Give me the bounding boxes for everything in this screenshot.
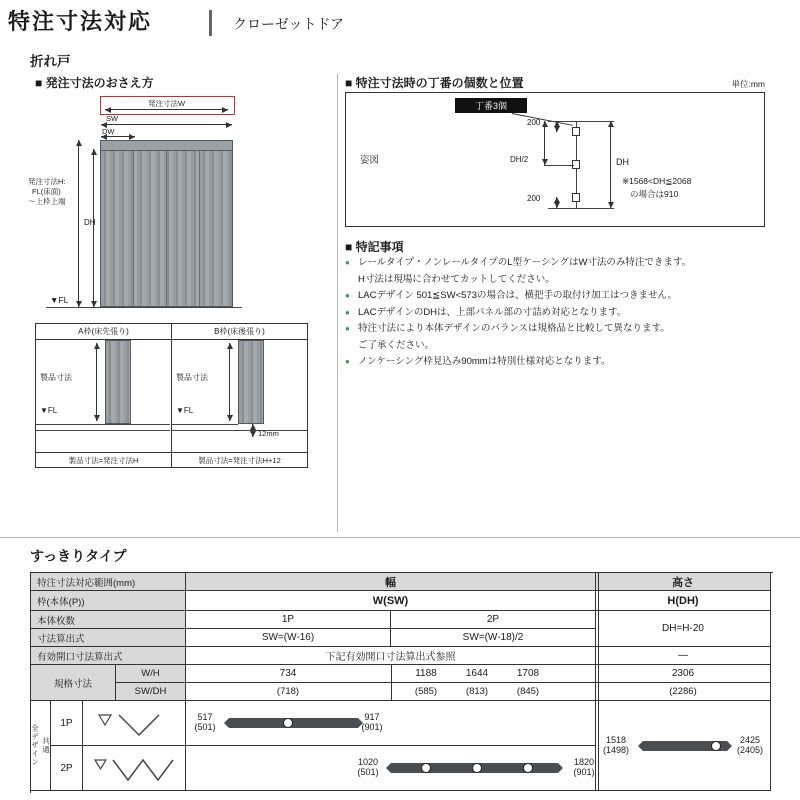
bullet-icon: ● (345, 324, 350, 333)
std-sw-718: (718) (276, 686, 300, 697)
dim-top-arrow (556, 121, 557, 132)
door-type-label: 折れ戸 (30, 54, 71, 69)
bar1-max: 917 (364, 712, 380, 722)
barh-min-sub: (1498) (602, 744, 629, 755)
td-opening-ref: 下記有効開口寸法算出式参照 (186, 647, 596, 665)
range-dot-1708 (523, 763, 533, 773)
frame-a-jamb (105, 340, 131, 424)
barh-max: 2425 (739, 735, 761, 745)
frame-b-dim-arrow (229, 343, 230, 421)
note-item (345, 355, 777, 369)
th-wh: W/H (116, 665, 186, 683)
std-w-1708: 1708 (516, 668, 540, 679)
td-hdh: H(DH) (596, 591, 771, 611)
td-dh-formula: DH=H-20 (596, 611, 771, 647)
order-section-heading: ■ 発注寸法のおさえ方 (35, 76, 154, 90)
title-divider (209, 10, 212, 36)
th-opening: 有効開口寸法算出式 (31, 647, 186, 665)
bar2-max-sub: (901) (573, 766, 595, 777)
notes-heading: ■ 特記事項 (345, 240, 404, 254)
bullet-icon (345, 273, 358, 287)
range-dot-1188 (421, 763, 431, 773)
frame-b-floor-2 (172, 430, 307, 431)
page-subtitle: クローゼットドア (233, 16, 345, 32)
bar1-min-sub: (501) (194, 721, 216, 732)
barh-min: 1518 (605, 735, 627, 745)
note-text: 特注寸法により本体デザインのバランスは規格品と比較して異なります。 (358, 323, 670, 334)
folding-door-1p-icon (83, 701, 186, 746)
hinge-section-heading: ■ 特注寸法時の丁番の個数と位置 (345, 76, 524, 90)
td-wh-2306: 2306 (596, 665, 771, 683)
floor-line (46, 307, 242, 308)
th-common (31, 701, 51, 791)
range-bar-1p (229, 718, 358, 728)
td-1p: 1P (186, 611, 391, 629)
dim-bottom-label: 200 (527, 194, 541, 203)
frame-a-title: A枠(床先張り) (78, 327, 129, 336)
th-formula: 寸法算出式 (31, 629, 186, 647)
bullet-icon: ● (345, 357, 350, 366)
dw-label: DW (102, 127, 115, 136)
td-wsw: W(SW) (186, 591, 596, 611)
dim-mid-arrow (544, 121, 545, 165)
order-width-arrow (105, 109, 228, 110)
th-height: 高さ (596, 573, 771, 591)
type-heading: すっきりタイプ (30, 548, 127, 564)
td-swdh-2286: (2286) (596, 683, 771, 701)
dim-bottom-arrow (556, 197, 557, 208)
notes-list (345, 256, 777, 372)
panel-seam (133, 151, 134, 306)
common-label-2: 共通 (41, 737, 51, 754)
frame-a-fl-label: ▼FL (40, 406, 58, 415)
note-text: ご了承ください。 (358, 339, 435, 351)
hinge-icon (572, 127, 580, 136)
note-text: H寸法は現場に合わせてカットしてください。 (358, 273, 555, 285)
dh-label: DH (84, 218, 96, 227)
range-dot-2306 (711, 741, 721, 751)
column-divider (337, 74, 338, 532)
bar2-min-sub: (501) (357, 766, 379, 777)
row-1p-label: 1P (51, 701, 83, 746)
bar1-min: 517 (197, 712, 213, 722)
bullet-icon (345, 339, 358, 353)
bar2-max: 1820 (573, 757, 595, 767)
row-2p-label: 2P (51, 746, 83, 791)
order-height-label-2: FL(床面) (32, 187, 61, 196)
std-sw-845: (845) (516, 686, 540, 697)
bullet-icon: ● (345, 291, 350, 300)
th-range: 特注寸法対応範囲(mm) (31, 573, 186, 591)
barh-max-label (729, 736, 771, 755)
panel-seam (199, 151, 200, 306)
th-width: 幅 (186, 573, 596, 591)
frame-b-jamb (238, 340, 264, 424)
std-w-1188: 1188 (415, 668, 437, 679)
fl-label: ▼FL (50, 295, 69, 305)
frame-title-rule (35, 339, 308, 340)
order-width-label: 発注寸法W (147, 99, 186, 108)
gap-label: 12mm (258, 429, 279, 438)
dim-mid-tick (544, 165, 574, 166)
std-w-1644: 1644 (465, 668, 489, 679)
bullet-icon: ● (345, 258, 350, 267)
bullet-icon: ● (345, 307, 350, 317)
door-bottom-edge (548, 208, 614, 209)
note-text: レールタイプ・ノンレールタイプのL型ケーシングはW寸法のみ特注できます。 (358, 257, 692, 268)
th-panels: 本体枚数 (31, 611, 186, 629)
standard-col-rule (391, 665, 392, 701)
hinge-count-badge: 丁番3個 (455, 98, 527, 113)
bar1-max-label (349, 713, 395, 732)
td-2p: 2P (391, 611, 596, 629)
frame-caption-rule (35, 452, 308, 453)
order-width-callout (100, 96, 235, 115)
bar1-max-sub: (901) (361, 721, 383, 732)
gap-dim-arrow (252, 424, 253, 437)
panel-seam (166, 151, 167, 306)
bar2-min: 1020 (357, 757, 379, 767)
th-frame: 枠(本体(P)) (31, 591, 186, 611)
order-height-label-3: 〜上枠上端 (28, 197, 66, 206)
sw-arrow (101, 124, 232, 125)
sw-label: SW (106, 114, 119, 123)
frame-b-product-label: 製品寸法 (176, 373, 208, 382)
frame-b-caption: 製品寸法=発注寸法H+12 (198, 456, 281, 465)
bar2-max-label (561, 758, 607, 777)
note-text: LACデザインのDHは、上部パネル部の寸詰め対応となります。 (358, 306, 627, 318)
note-text: LACデザイン 501≦SW<573の場合は、横把手の取付け加工はつきません。 (358, 290, 678, 301)
note-item (345, 339, 777, 353)
frame-a-floor-1 (36, 424, 170, 425)
td-formula-2p: SW=(W-18)/2 (391, 629, 596, 647)
figure-label: 姿図 (360, 155, 380, 166)
page-title: 特注寸法対応 (8, 9, 153, 34)
th-swdh: SW/DH (116, 683, 186, 701)
hinge-note-2: の場合は910 (630, 189, 679, 199)
dim-top-label: 200 (527, 118, 541, 127)
hinge-icon (572, 193, 580, 202)
section-divider (0, 537, 800, 538)
td-opening-none: ― (596, 647, 771, 665)
std-sw-813: (813) (465, 686, 489, 697)
frame-b-floor-1 (172, 424, 238, 425)
dh-arrow (93, 149, 94, 307)
bar1-min-label (182, 713, 228, 732)
th-standard: 規格寸法 (31, 665, 116, 701)
barh-max-sub: (2405) (736, 744, 763, 755)
folding-door-2p-icon (83, 746, 186, 791)
std-sw-585: (585) (414, 686, 438, 697)
frame-b-title: B枠(床後張り) (214, 327, 265, 336)
range-dot-1644 (472, 763, 482, 773)
dw-arrow (101, 136, 135, 137)
barh-min-label (593, 736, 639, 755)
door-top-rail (101, 141, 232, 151)
td-formula-1p: SW=(W-16) (186, 629, 391, 647)
common-label-1: 全デザイン (30, 724, 40, 767)
note-item (345, 273, 777, 287)
note-item (345, 306, 777, 320)
bar2-min-label (345, 758, 391, 777)
frame-a-floor-2 (36, 430, 170, 431)
note-item (345, 256, 777, 270)
frame-a-dim-arrow (96, 343, 97, 421)
hinge-dh-arrow (610, 121, 611, 208)
frame-a-product-label: 製品寸法 (40, 373, 72, 382)
hinge-note-1: ※1568<DH≦2068 (622, 176, 692, 186)
frame-b-fl-label: ▼FL (176, 406, 194, 415)
range-dot-734 (283, 718, 293, 728)
hinge-dh-label: DH (616, 157, 629, 167)
spec-table (30, 572, 773, 793)
note-item (345, 322, 777, 336)
note-item (345, 289, 777, 303)
order-height-label-1: 発注寸法H: (28, 177, 66, 186)
door-diagram (100, 140, 233, 307)
note-text: ノンケーシング枠見込み90mmは特別仕様対応となります。 (358, 356, 611, 367)
dim-mid-label: DH/2 (510, 155, 529, 164)
unit-label: 単位:mm (731, 79, 765, 89)
frame-box-divider (171, 323, 172, 468)
std-w-734: 734 (279, 668, 297, 679)
frame-a-caption: 製品寸法=発注寸法H (68, 456, 139, 465)
order-height-arrow (78, 140, 79, 307)
